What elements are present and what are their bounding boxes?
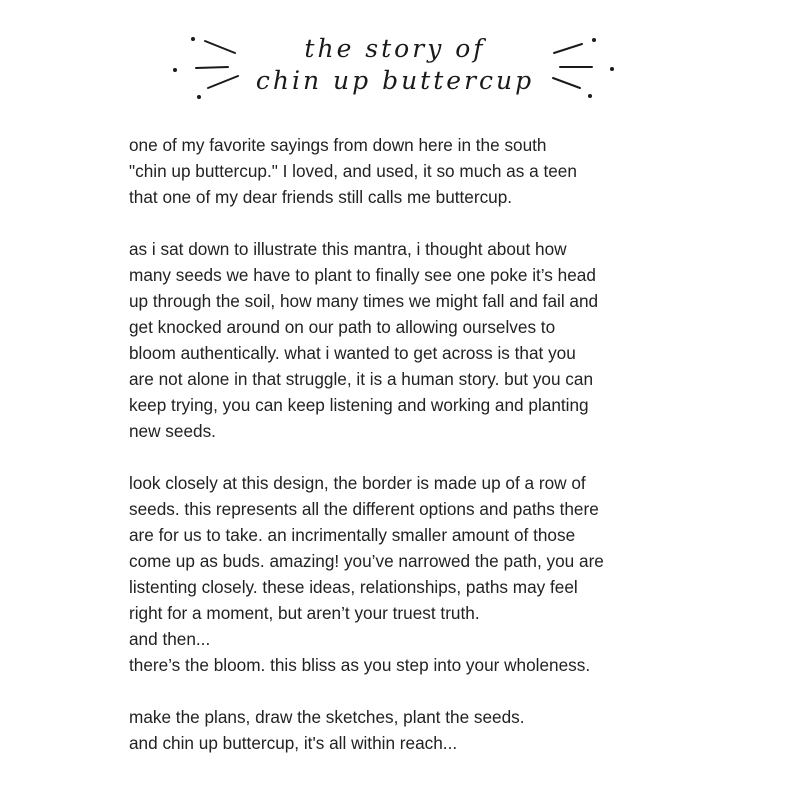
text-line: seeds. this represents all the different options and paths there — [129, 499, 599, 519]
paragraph-intro — [129, 132, 689, 210]
text-line: many seeds we have to plant to finally see one poke it’s head — [129, 265, 596, 285]
text-line: and chin up buttercup, it's all within reach... — [129, 733, 458, 753]
text-line: "chin up buttercup." I loved, and used, it so much as a teen — [129, 161, 577, 181]
text-line: as i sat down to illustrate this mantra, i thought about how — [129, 239, 567, 259]
paragraph-closing — [129, 704, 689, 756]
sparkle-lines-right-icon — [540, 30, 630, 110]
text-line: right for a moment, but aren’t your truest truth. — [129, 603, 480, 623]
story-body — [129, 132, 689, 782]
text-line: make the plans, draw the sketches, plant the seeds. — [129, 707, 525, 727]
paragraph-design — [129, 470, 689, 678]
text-line: come up as buds. amazing! you’ve narrowed the path, you are — [129, 551, 604, 571]
title-line-2: chin up buttercup — [255, 66, 535, 95]
text-line: get knocked around on our path to allowing ourselves to — [129, 317, 556, 337]
text-line: one of my favorite sayings from down here in the south — [129, 135, 547, 155]
text-line: are not alone in that struggle, it is a human story. but you can — [129, 369, 594, 389]
title-header — [160, 30, 630, 110]
text-line: that one of my dear friends still calls me buttercup. — [129, 187, 513, 207]
text-line: are for us to take. an incrimentally smaller amount of those — [129, 525, 576, 545]
text-line: and then... — [129, 629, 211, 649]
text-line: keep trying, you can keep listening and working and planting — [129, 395, 589, 415]
text-line: new seeds. — [129, 421, 216, 441]
text-line: there’s the bloom. this bliss as you step into your wholeness. — [129, 655, 591, 675]
title-line-1: the story of — [304, 34, 486, 63]
text-line: up through the soil, how many times we might fall and fail and — [129, 291, 599, 311]
text-line: look closely at this design, the border is made up of a row of — [129, 473, 586, 493]
text-line: bloom authentically. what i wanted to get across is that you — [129, 343, 576, 363]
paragraph-seeds — [129, 236, 689, 444]
text-line: listenting closely. these ideas, relationships, paths may feel — [129, 577, 578, 597]
